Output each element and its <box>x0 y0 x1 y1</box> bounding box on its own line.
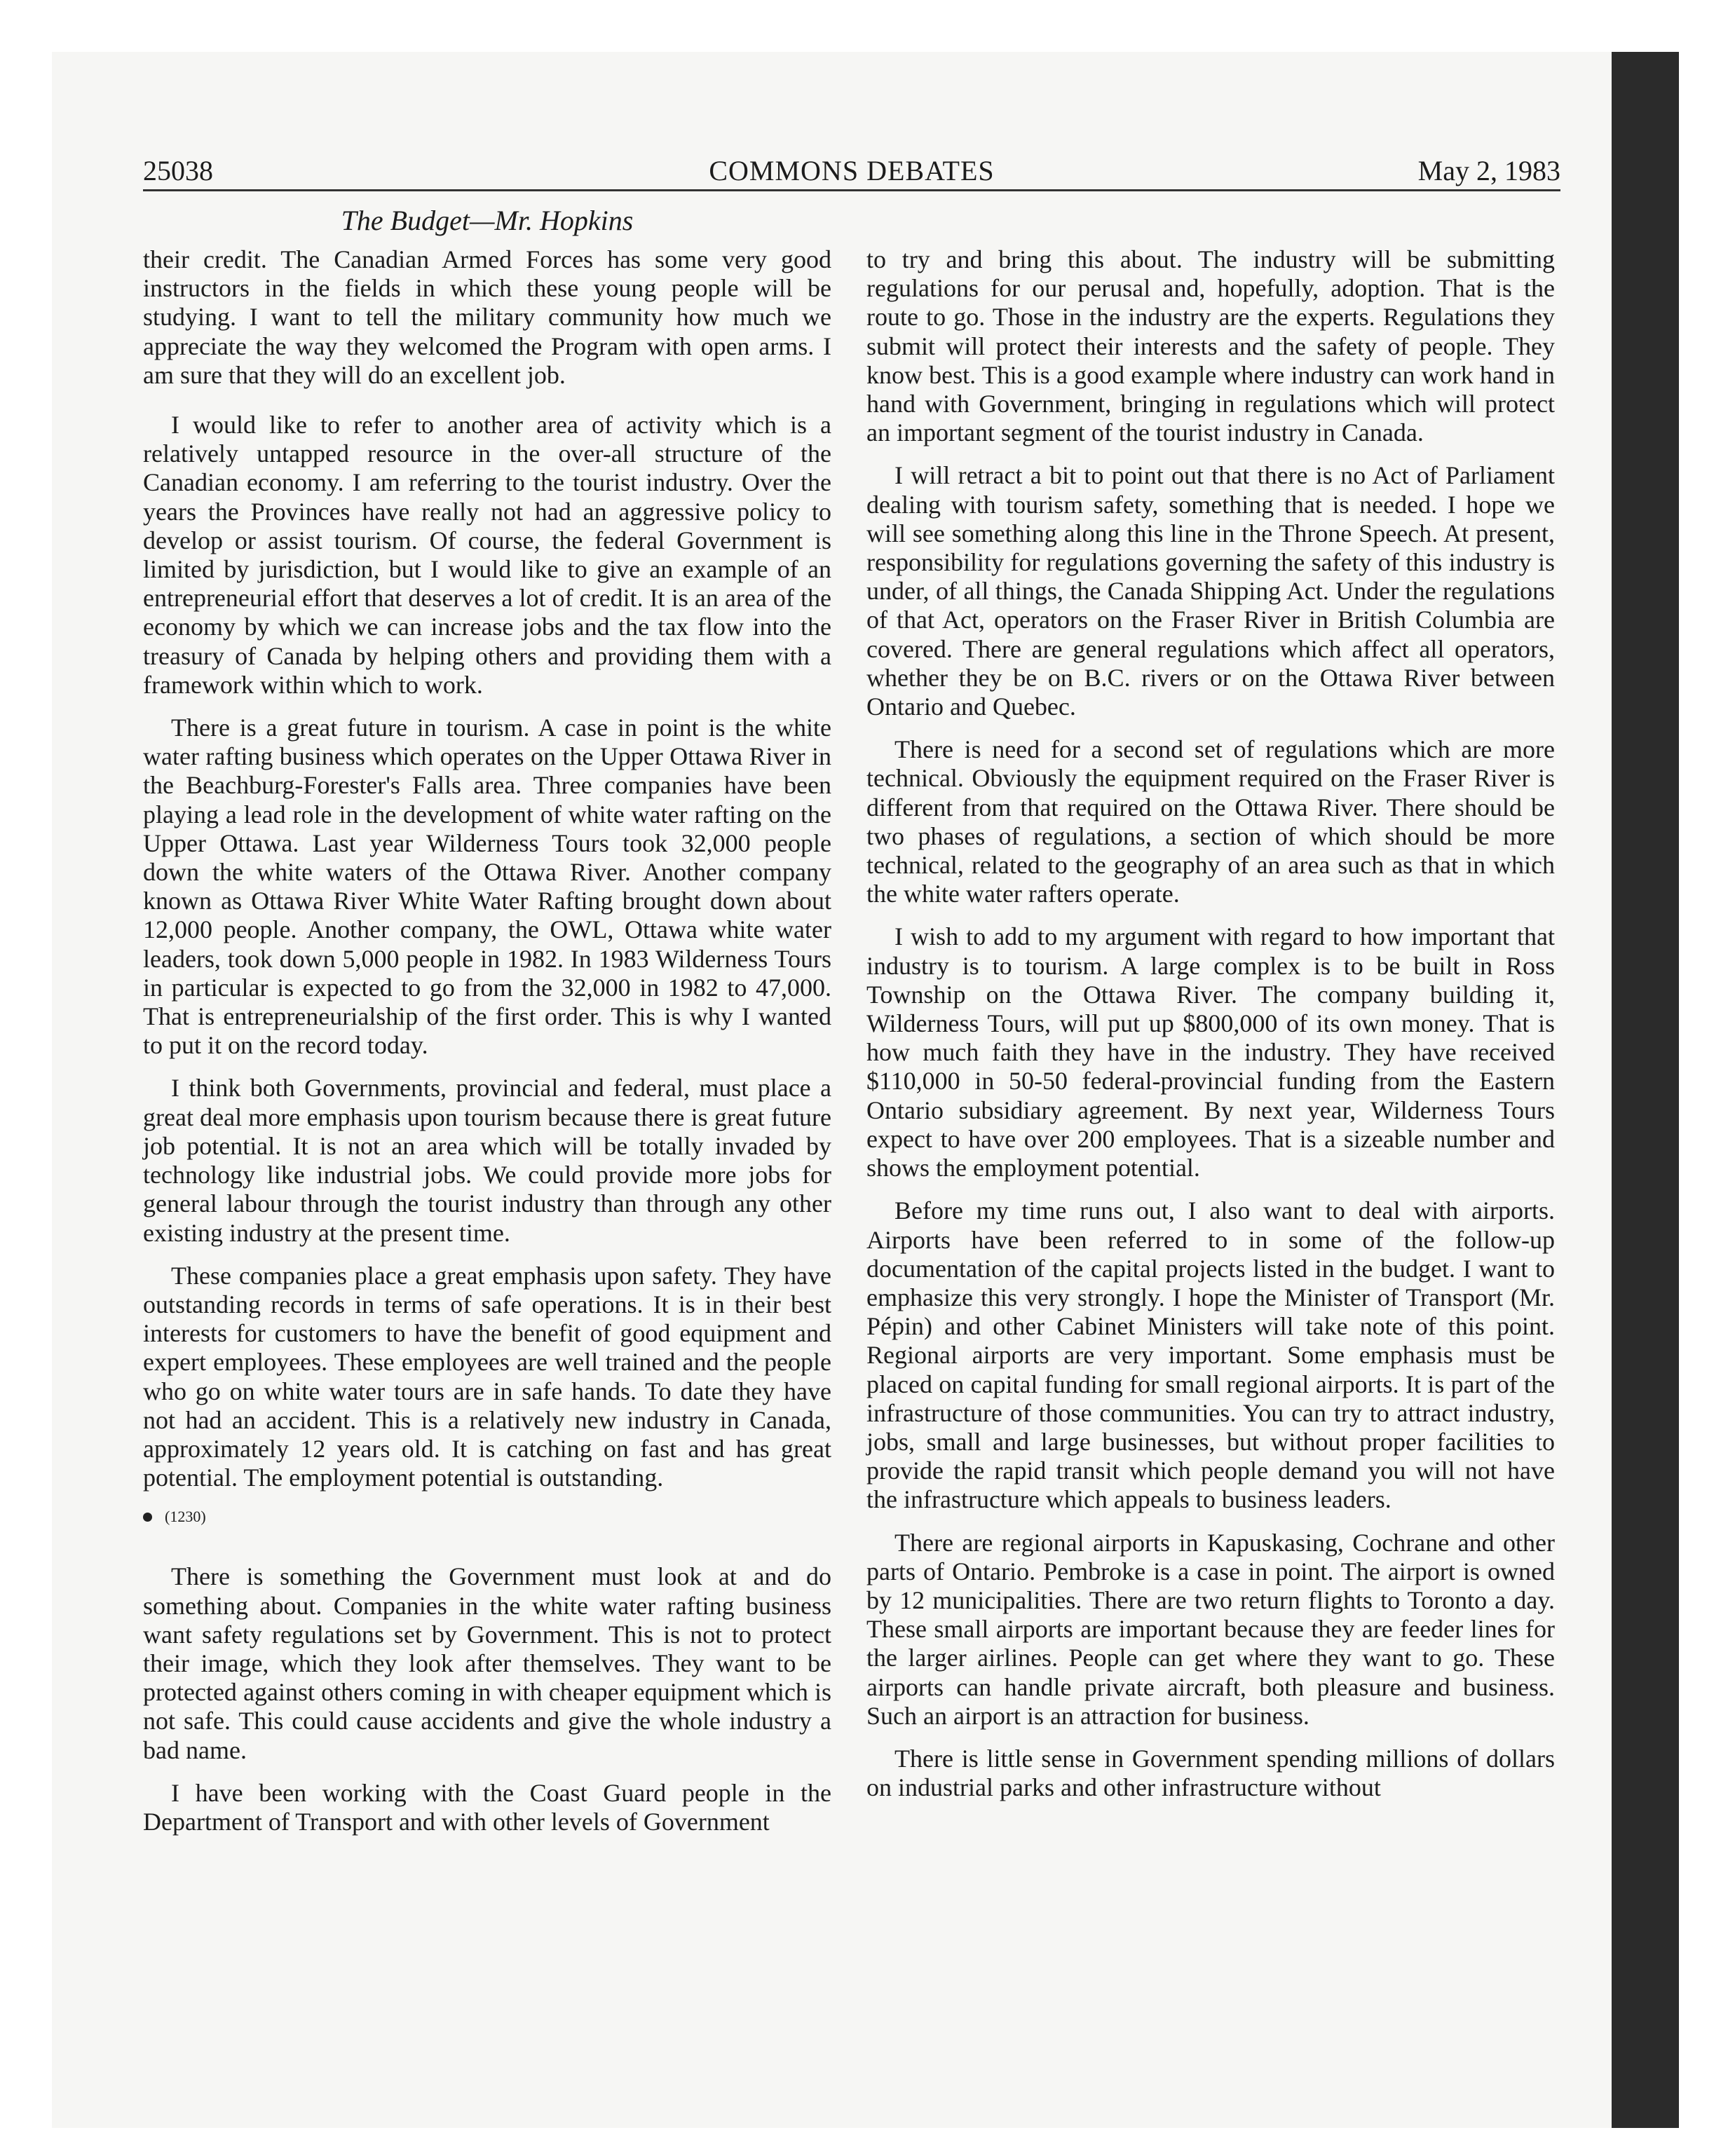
paragraph: I would like to refer to another area of activity which is a relatively untapped resource in the over-all structure of the Canadian economy. I am referring to the tourist industry. Over the years the Provinces have really not had an aggressive policy to develop or assist tourism. Of course, the federal Government is limited by jurisdiction, but I would like to give an example of an entrepreneurial effort that deserves a lot of credit. It is an area of the economy by which we can increase jobs and the tax flow into the treasury of Canada by helping others and providing them with a framework within which to work. <box>143 411 831 699</box>
paragraph: Before my time runs out, I also want to deal with airports. Airports have been referred to in some of the follow-up documentation of the capital projects listed in the budget. I want to emphasize this very strongly. I hope the Minister of Transport (Mr. Pépin) and other Cabinet Ministers will take note of this point. Regional airports are very important. Some emphasis must be placed on capital funding for small regional airports. It is part of the infrastructure of those communities. You can try to attract industry, jobs, small and large businesses, but without proper facilities to provide the rapid transit which people demand you will not have the infrastructure which appeals to business leaders. <box>866 1196 1555 1514</box>
paragraph: I wish to add to my argument with regard to how important that industry is to tourism. A large complex is to be built in Ross Township on the Ottawa River. The company building it, Wilderness Tours, will put up $800,000 of its own money. That is how much faith they have in the industry. They have received $110,000 in 50-50 federal-provincial funding from the Eastern Ontario subsidiary agreement. By next year, Wilderness Tours expect to have over 200 employees. That is a sizeable number and shows the employment potential. <box>866 922 1555 1182</box>
paragraph: These companies place a great emphasis upon safety. They have outstanding records in terms of safe operations. It is in their best interests for customers to have the benefit of good equipment and expert employees. These employees are well trained and the people who go on white water tours are in safe hands. To date they have not had an accident. This is a relatively new industry in Canada, approximately 12 years old. It is catching on fast and has great potential. The employment potential is outstanding. <box>143 1261 831 1492</box>
publication-title: COMMONS DEBATES <box>709 155 995 186</box>
running-head: The Budget—Mr. Hopkins <box>341 205 634 236</box>
scan-edge-bar <box>1612 52 1679 2128</box>
timestamp-marker <box>143 1506 831 1527</box>
page-header <box>143 151 1560 191</box>
page-number: 25038 <box>143 155 213 186</box>
paragraph: There are regional airports in Kapuskasing, Cochrane and other parts of Ontario. Pembroke is a case in point. The airport is owned by 12 municipalities. There are two return flights to Toronto a day. These small airports are important because they are feeder lines for the larger airlines. People can get where they want to go. These airports can handle private aircraft, both pleasure and business. Such an airport is an attraction for business. <box>866 1528 1555 1730</box>
paragraph: I think both Governments, provincial and federal, must place a great deal more emphasis upon tourism because there is great future job potential. It is not an area which will be totally invaded by technology like industrial jobs. We could provide more jobs for general labour through the tourist industry than through any other existing industry at the present time. <box>143 1074 831 1247</box>
paragraph: There is something the Government must look at and do something about. Companies in the white water rafting business want safety regulations set by Government. This is not to protect their image, which they look after themselves. They want to be protected against others coming in with cheaper equipment which is not safe. This could cause accidents and give the whole industry a bad name. <box>143 1562 831 1764</box>
timestamp: (1230) <box>165 1508 206 1526</box>
paragraph: I have been working with the Coast Guard people in the Department of Transport and with other levels of Government <box>143 1778 831 1836</box>
paragraph: I will retract a bit to point out that there is no Act of Parliament dealing with tourism safety, something that is needed. I hope we will see something along this line in the Throne Speech. At present, responsibility for regulations governing the safety of this industry is under, of all things, the Canada Shipping Act. Under the regulations of that Act, operators on the Fraser River in British Columbia are covered. There are general regulations which affect all operators, whether they be on B.C. rivers or on the Ottawa River between Ontario and Quebec. <box>866 461 1555 721</box>
left-column <box>143 245 831 1850</box>
publication-date: May 2, 1983 <box>1417 155 1560 186</box>
paragraph: There is a great future in tourism. A case in point is the white water rafting business which operates on the Upper Ottawa River in the Beachburg-Forester's Falls area. Three companies have been playing a lead role in the development of white water rafting on the Upper Ottawa. Last year Wilderness Tours took 32,000 people down the white waters of the Ottawa River. Another company known as Ottawa River White Water Rafting brought down about 12,000 people. Another company, the OWL, Ottawa white water leaders, took down 5,000 people in 1982. In 1983 Wilderness Tours in particular is expected to go from the 32,000 in 1982 to 47,000. That is entrepreneurialship of the first order. This is why I wanted to put it on the record today. <box>143 714 831 1060</box>
paragraph: to try and bring this about. The industry will be submitting regulations for our perusal and, hopefully, adoption. That is the route to go. Those in the industry are the experts. Regulations they submit will protect their interests and the safety of people. They know best. This is a good example where industry can work hand in hand with Government, bringing in regulations which will protect an important segment of the tourist industry in Canada. <box>866 245 1555 447</box>
header-rule <box>143 189 1560 191</box>
paragraph: their credit. The Canadian Armed Forces has some very good instructors in the fields in which these young people will be studying. I want to tell the military community how much we appreciate the way they welcomed the Program with open arms. I am sure that they will do an excellent job. <box>143 245 831 389</box>
right-column <box>866 245 1555 1816</box>
bullet-icon <box>143 1513 152 1522</box>
paragraph: There is little sense in Government spending millions of dollars on industrial parks and other infrastructure without <box>866 1744 1555 1802</box>
paragraph: There is need for a second set of regulations which are more technical. Obviously the equipment required on the Fraser River is different from that required on the Ottawa River. There should be two phases of regulations, a section of which should be more technical, related to the geography of an area such as that in which the white water rafters operate. <box>866 735 1555 908</box>
